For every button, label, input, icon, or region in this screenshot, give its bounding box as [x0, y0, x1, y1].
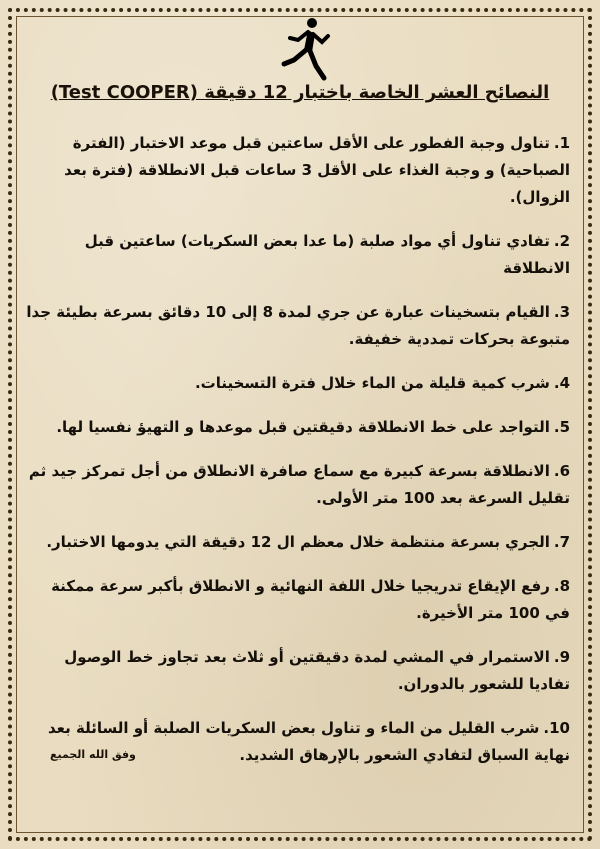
- item-number: 8.: [553, 577, 570, 595]
- list-item: [26, 414, 570, 441]
- page-title: النصائح العشر الخاصة باختبار 12 دقيقة (Test COOPER): [50, 82, 550, 103]
- list-item: [26, 458, 570, 512]
- list-item: [26, 370, 570, 397]
- item-number: 1.: [553, 134, 570, 152]
- item-text: القيام بتسخينات عبارة عن جري لمدة 8 إلى 10 دقائق بسرعة بطيئة جدا متبوعة بحركات تمددية خفيفة.: [26, 303, 570, 348]
- item-number: 4.: [553, 374, 570, 392]
- advice-list: [26, 130, 570, 786]
- item-text: تناول وجبة الفطور على الأقل ساعتين قبل موعد الاختبار (الفترة الصباحية) و وجبة الغذاء على الأقل 3 ساعات قبل الانطلاقة (فترة بعد الزوال).: [64, 134, 570, 206]
- item-text: شرب القليل من الماء و تناول بعض السكريات الصلبة أو السائلة بعد نهاية السباق لتفادي الشعور بالإرهاق الشديد.: [48, 719, 570, 764]
- item-number: 2.: [553, 232, 570, 250]
- list-item: [26, 299, 570, 353]
- item-text: تفادي تناول أي مواد صلبة (ما عدا بعض السكريات) ساعتين قبل الانطلاقة: [84, 232, 570, 277]
- item-number: 10.: [543, 719, 570, 737]
- item-number: 9.: [553, 648, 570, 666]
- list-item: [26, 529, 570, 556]
- item-number: 6.: [553, 462, 570, 480]
- signature: وفق الله الجميع: [50, 748, 136, 761]
- item-text: الاستمرار في المشي لمدة دقيقتين أو ثلاث بعد تجاوز خط الوصول تفاديا للشعور بالدوران.: [64, 648, 570, 693]
- item-text: شرب كمية قليلة من الماء خلال فترة التسخينات.: [194, 374, 550, 392]
- runner-icon: [278, 16, 334, 82]
- item-number: 3.: [553, 303, 570, 321]
- list-item: [26, 573, 570, 627]
- item-text: رفع الإيقاع تدريجيا خلال اللفة النهائية و الانطلاق بأكبر سرعة ممكنة في 100 متر الأخيرة.: [51, 577, 570, 622]
- list-item: [26, 228, 570, 282]
- item-number: 7.: [553, 533, 570, 551]
- item-text: الانطلاقة بسرعة كبيرة مع سماع صافرة الانطلاق من أجل تمركز جيد ثم تقليل السرعة بعد 100 متر الأولى.: [28, 462, 570, 507]
- item-number: 5.: [553, 418, 570, 436]
- item-text: التواجد على خط الانطلاقة دقيقتين قبل موعدها و التهيؤ نفسيا لها.: [56, 418, 550, 436]
- item-text: الجري بسرعة منتظمة خلال معظم ال 12 دقيقة التي يدومها الاختبار.: [46, 533, 550, 551]
- list-item: [26, 644, 570, 698]
- list-item: [26, 130, 570, 211]
